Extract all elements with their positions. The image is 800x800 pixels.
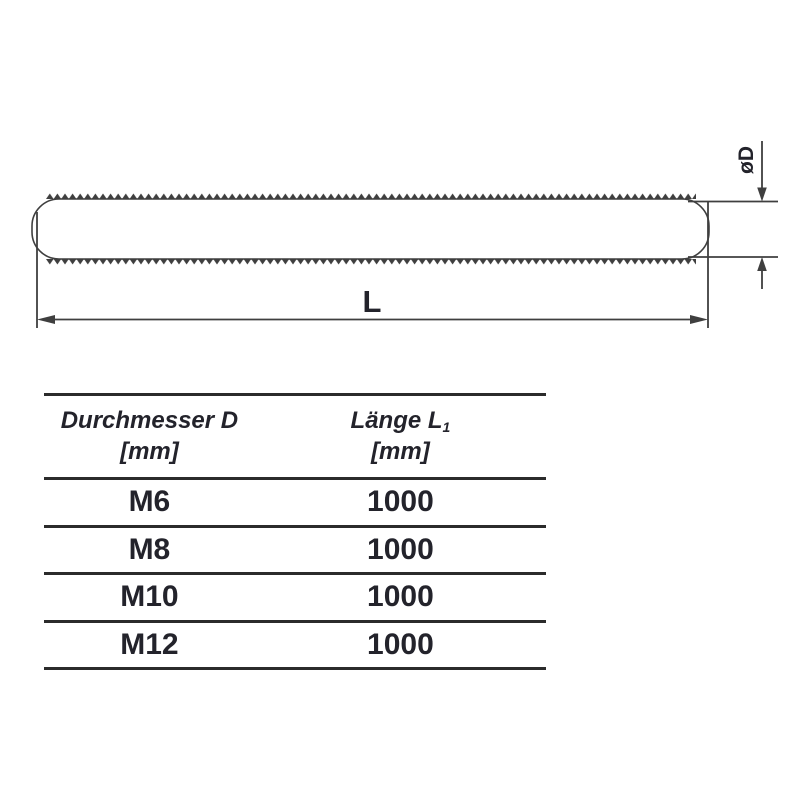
diameter-cell: M8 <box>128 532 171 566</box>
table-row <box>44 528 546 576</box>
length-arrow-right <box>690 315 708 324</box>
header-diameter-title: Durchmesser D <box>60 407 239 435</box>
thread-crests-top <box>46 194 696 200</box>
length-arrow-left <box>37 315 55 324</box>
header-length-unit: [mm] <box>371 437 430 465</box>
table-row <box>44 623 546 671</box>
length-cell: 1000 <box>367 532 434 566</box>
header-length-subscript: 1 <box>442 418 451 435</box>
diameter-cell: M12 <box>120 627 179 661</box>
header-diameter-unit: [mm] <box>120 437 179 465</box>
header-length-column <box>255 396 546 477</box>
diameter-dim-label: øD <box>735 146 758 174</box>
size-table <box>44 393 546 670</box>
header-diameter-column <box>44 396 255 477</box>
thread-crests-bottom <box>46 259 696 265</box>
rod-body <box>32 199 709 259</box>
diameter-cell: M10 <box>120 580 179 614</box>
header-length-title: Länge $L_1$ <box>350 407 451 435</box>
size-table-header-row <box>44 396 546 480</box>
diameter-dimension <box>688 141 778 289</box>
table-row <box>44 480 546 528</box>
diameter-cell: M6 <box>128 485 171 519</box>
diameter-arrow-up <box>757 257 767 271</box>
threaded-rod <box>32 194 709 265</box>
length-cell: 1000 <box>367 627 434 661</box>
table-row <box>44 575 546 623</box>
length-dim-label: L <box>362 284 382 319</box>
diameter-arrow-down <box>757 188 767 202</box>
length-dimension <box>37 202 708 329</box>
length-cell: 1000 <box>367 580 434 614</box>
length-cell: 1000 <box>367 485 434 519</box>
threaded-rod-drawing <box>0 0 800 380</box>
